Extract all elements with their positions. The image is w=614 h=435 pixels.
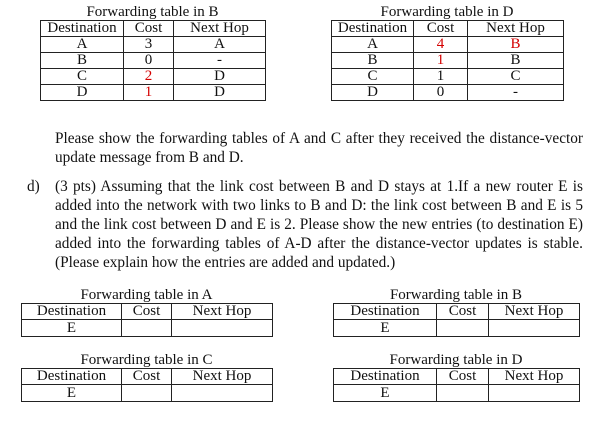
cell-next-hop: D [174,85,266,101]
table-header-row [334,304,580,320]
table-row [41,85,266,101]
cell-destination: D [41,85,124,101]
col-header-cost: Cost [437,304,489,320]
col-header-next-hop: Next Hop [489,304,580,320]
cell-cost[interactable] [122,385,172,402]
table-caption: Forwarding table in D [389,352,523,368]
cell-next-hop: - [174,53,266,69]
col-header-destination: Destination [334,304,437,320]
table-caption: Forwarding table in A [80,287,213,303]
cell-cost[interactable] [437,385,489,402]
question-d-text: (3 pts) Assuming that the link cost between B and D stays at 1.If a new router E is added into the network with two links to B and D: the link cost between B and E is 5 and the link cost between D and E is 2. Please show the new entries (to destination E) added into the forwarding tables of A-D after the distance-vector updates is stable. (Please explain how the entries are added and updated.) [55,178,583,271]
table-header-row [332,21,564,37]
cell-cost[interactable] [437,320,489,337]
table-row [332,53,564,69]
col-header-next-hop: Next Hop [172,304,273,320]
table-row [22,385,273,402]
cell-destination: E [22,385,122,402]
cell-next-hop: B [468,53,564,69]
cell-destination: D [332,85,414,101]
cell-destination: B [41,53,124,69]
cell-next-hop[interactable] [489,320,580,337]
cell-destination: C [332,69,414,85]
answer-table-d [333,352,580,402]
cell-next-hop: D [174,69,266,85]
cell-next-hop[interactable] [172,320,273,337]
forwarding-table-d [331,4,564,101]
cell-destination: E [22,320,122,337]
table-row [334,385,580,402]
table [21,303,273,337]
cell-cost: 0 [414,85,468,101]
table [40,20,266,101]
table-header-row [22,304,273,320]
cell-cost[interactable] [122,320,172,337]
table-row [332,37,564,53]
table-row [332,69,564,85]
table-row [41,37,266,53]
cell-cost: 2 [124,69,174,85]
table-caption: Forwarding table in B [86,4,219,20]
table-row [332,85,564,101]
col-header-destination: Destination [41,21,124,37]
table-caption: Forwarding table in C [80,352,213,368]
cell-destination: B [332,53,414,69]
cell-next-hop[interactable] [172,385,273,402]
col-header-next-hop: Next Hop [172,369,273,385]
question-c-text: Please show the forwarding tables of A and C after they received the distance-vector update message from B and D. [55,130,583,166]
cell-destination: A [41,37,124,53]
cell-next-hop: - [468,85,564,101]
col-header-cost: Cost [122,304,172,320]
cell-next-hop: A [174,37,266,53]
table [333,368,580,402]
col-header-cost: Cost [414,21,468,37]
table-header-row [22,369,273,385]
cell-cost: 1 [124,85,174,101]
question-d [27,177,583,272]
col-header-cost: Cost [437,369,489,385]
table-header-row [334,369,580,385]
cell-cost: 0 [124,53,174,69]
col-header-next-hop: Next Hop [468,21,564,37]
table-header-row [41,21,266,37]
cell-destination: E [334,385,437,402]
cell-destination: A [332,37,414,53]
col-header-next-hop: Next Hop [174,21,266,37]
col-header-destination: Destination [332,21,414,37]
cell-destination: E [334,320,437,337]
question-d-label: d) [27,178,40,195]
table-row [41,53,266,69]
col-header-destination: Destination [334,369,437,385]
cell-cost: 4 [414,37,468,53]
col-header-next-hop: Next Hop [489,369,580,385]
table [333,303,580,337]
col-header-destination: Destination [22,304,122,320]
cell-next-hop[interactable] [489,385,580,402]
forwarding-table-b [40,4,266,101]
col-header-cost: Cost [124,21,174,37]
table-caption: Forwarding table in B [389,287,523,303]
cell-next-hop: B [468,37,564,53]
table [21,368,273,402]
col-header-destination: Destination [22,369,122,385]
table-row [22,320,273,337]
col-header-cost: Cost [122,369,172,385]
answer-table-c [21,352,273,402]
cell-next-hop: C [468,69,564,85]
cell-cost: 3 [124,37,174,53]
table-row [41,69,266,85]
answer-table-b [333,287,580,337]
table-caption: Forwarding table in D [380,4,514,20]
cell-cost: 1 [414,69,468,85]
cell-destination: C [41,69,124,85]
table-row [334,320,580,337]
answer-table-a [21,287,273,337]
table [331,20,564,101]
cell-cost: 1 [414,53,468,69]
